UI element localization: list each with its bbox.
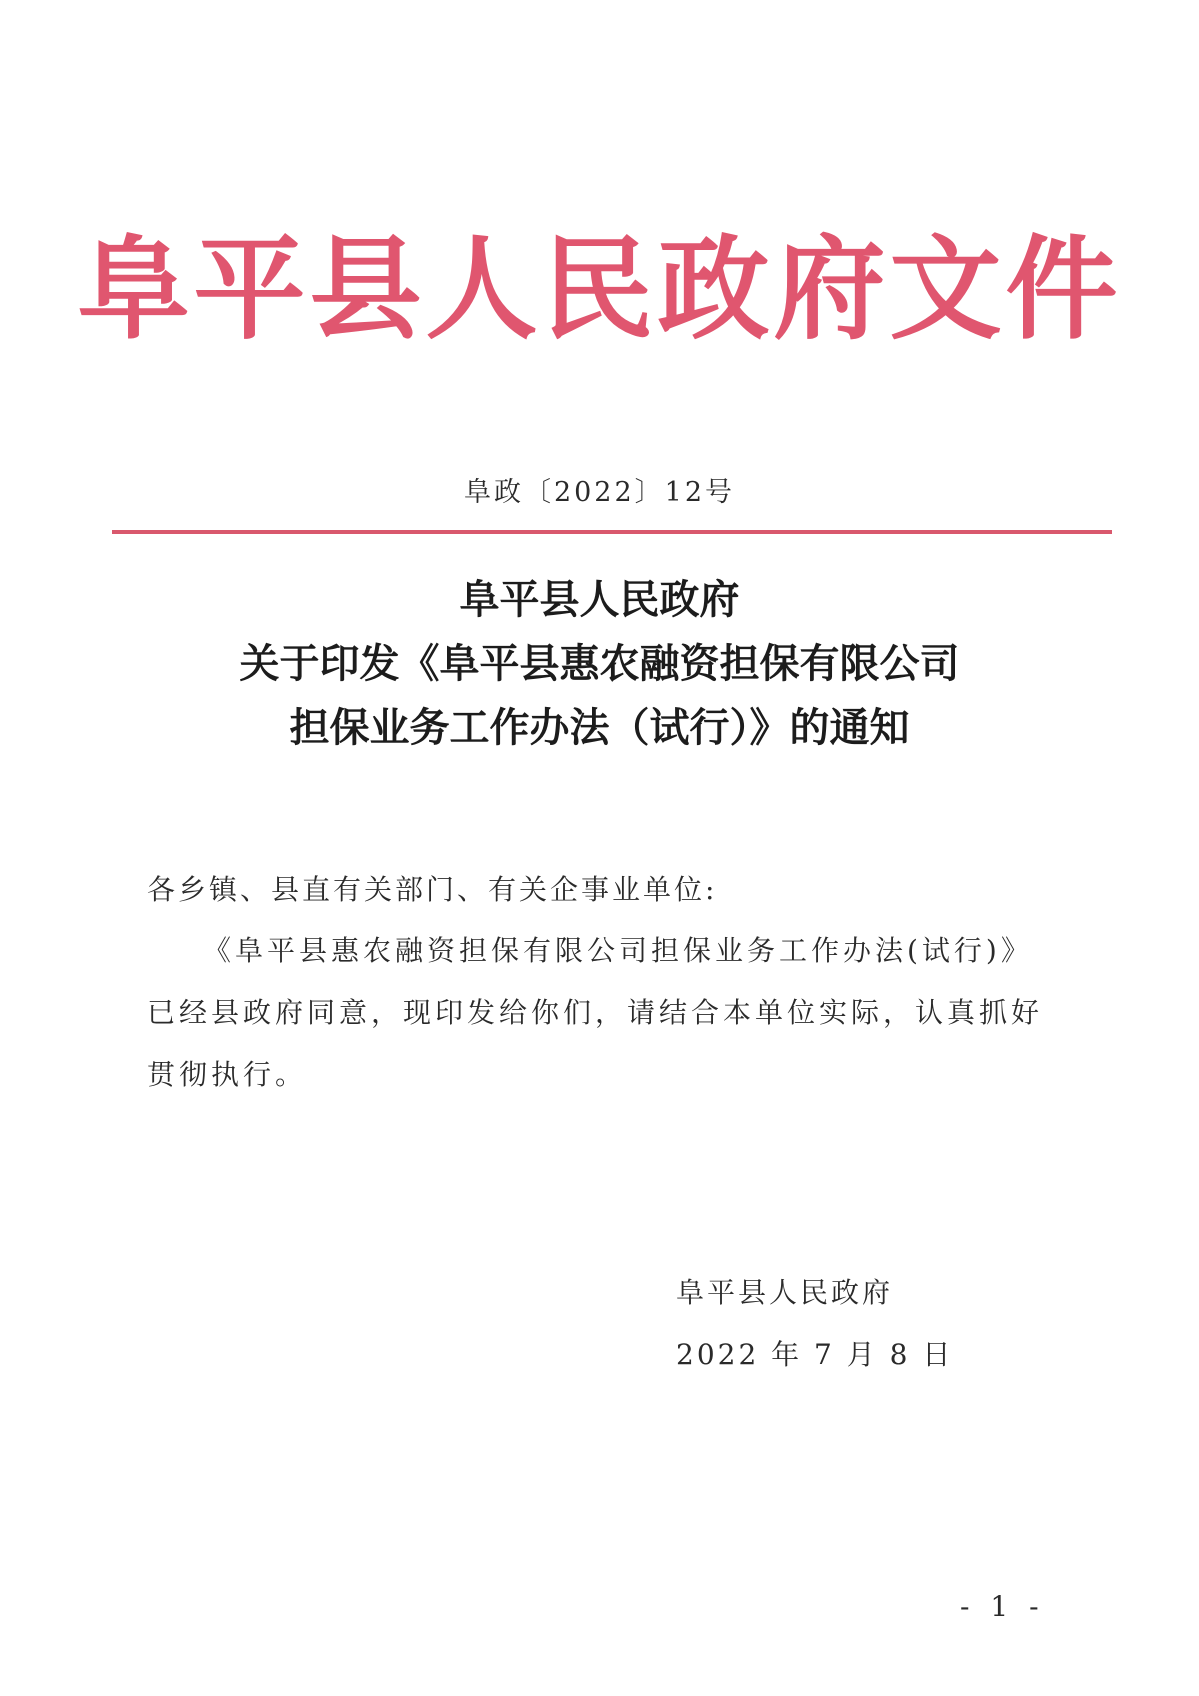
masthead-title: 阜平县人民政府文件: [77, 224, 1122, 355]
title-line-1: 阜平县人民政府: [459, 576, 740, 623]
body-line-1: 《阜平县惠农融资担保有限公司担保业务工作办法(试行)》: [203, 934, 1033, 967]
body-paragraph: [147, 920, 1044, 1106]
document-number: 阜政〔2022〕12号: [463, 477, 736, 508]
body-line-2: 已经县政府同意，现印发给你们，请结合本单位实际，认真抓好: [147, 996, 1044, 1029]
salutation: 各乡镇、县直有关部门、有关企事业单位:: [147, 873, 718, 906]
issuer-name: 阜平县人民政府: [676, 1276, 894, 1309]
title-line-2: 关于印发《阜平县惠农融资担保有限公司: [239, 640, 960, 687]
issue-date: 2022 年 7 月 8 日: [676, 1338, 954, 1371]
signature-block: [676, 1262, 953, 1386]
title-line-3: 担保业务工作办法（试行）》的通知: [289, 704, 910, 751]
page-number: - 1 -: [960, 1590, 1045, 1623]
body-line-3: 贯彻执行。: [147, 1058, 308, 1091]
notice-title: [0, 568, 1199, 760]
red-divider-line: [112, 530, 1112, 534]
